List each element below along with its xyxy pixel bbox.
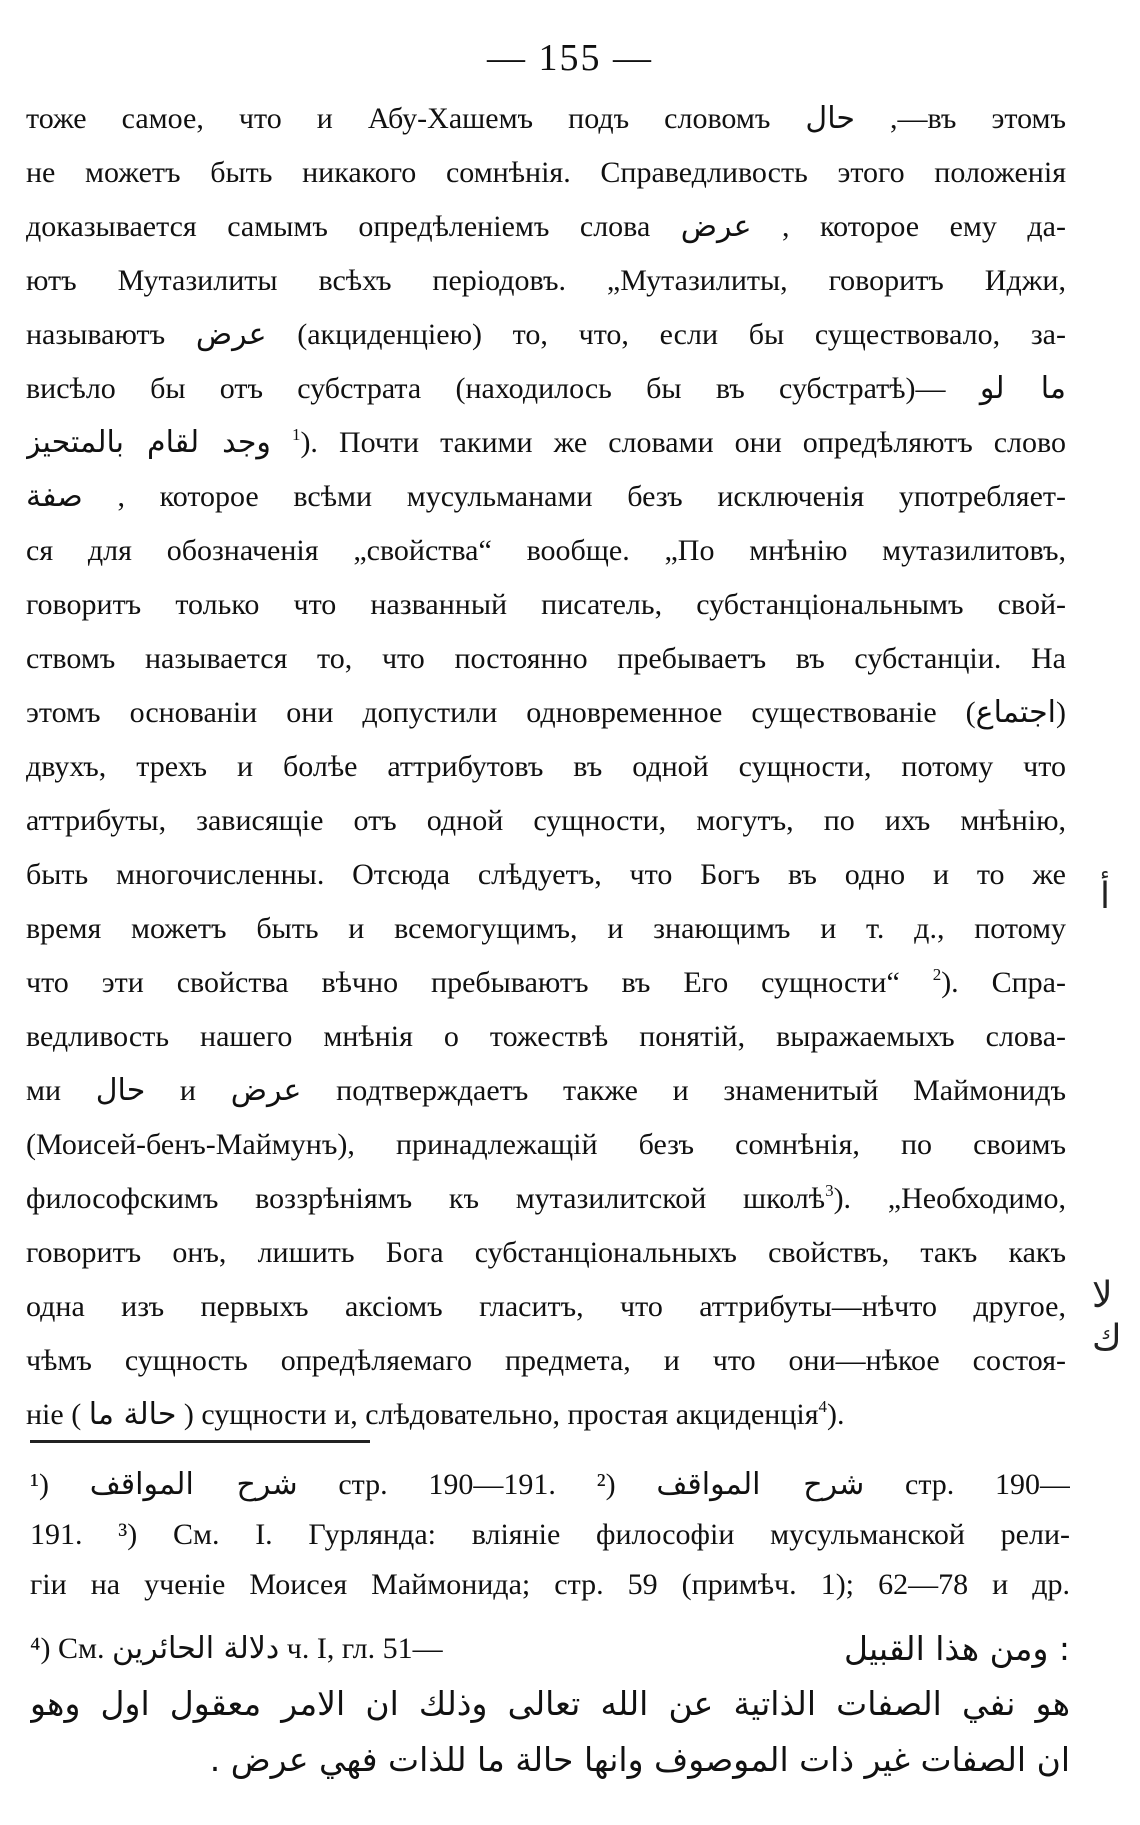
text-run: что эти свойства вѣчно пребываютъ въ Его сущности“ <box>26 966 933 999</box>
text-run: ми <box>26 1074 96 1107</box>
text-line <box>26 848 1066 902</box>
text-line <box>26 254 1066 308</box>
footnote-marker: 4 <box>818 1397 828 1416</box>
text-line <box>26 902 1066 956</box>
text-run: говоритъ только что названный писатель, субстанціональнымъ свой- <box>26 588 1066 621</box>
text-run: ). „Необходимо, <box>833 1182 1066 1215</box>
text-run: двухъ, трехъ и болѣе аттрибутовъ въ одной сущности, потому что <box>26 750 1066 783</box>
footnote-4-reference <box>30 1631 443 1666</box>
text-line <box>26 1118 1066 1172</box>
footnote-line: гіи на ученіе Моисея Маймонида; стр. 59 (примѣч. 1); 62—78 и др. <box>30 1568 1070 1601</box>
margin-note-3: ﻙ <box>1092 1318 1122 1359</box>
text-line <box>26 1226 1066 1280</box>
text-line <box>26 686 1066 740</box>
page-number: — 155 — <box>487 37 653 79</box>
footnote-marker: 1 <box>291 425 301 444</box>
handwritten-arabic-quote-start: : ومن هذا القبيل <box>843 1628 1070 1668</box>
text-run: ведливость нашего мнѣнія о тожествѣ понятій, выражаемыхъ слова- <box>26 1020 1066 1053</box>
text-line <box>26 1010 1066 1064</box>
text-run: не можетъ быть никакого сомнѣнія. Справедливость этого положенія <box>26 156 1066 189</box>
text-line <box>26 146 1066 200</box>
arabic-term: عرض <box>195 317 267 352</box>
text-run: ч. I, гл. 51— <box>279 1631 443 1665</box>
text-run: ніе ( <box>26 1398 89 1431</box>
text-run: быть многочисленны. Отсюда слѣдуетъ, что Богъ въ одно и то же <box>26 858 1066 891</box>
text-run: стр. 190— <box>864 1468 1070 1501</box>
text-run: философскимъ воззрѣніямъ къ мутазилитской школѣ <box>26 1182 826 1215</box>
arabic-term: شرح المواقف <box>89 1467 298 1502</box>
text-run: ). Почти такими же словами они опредѣляютъ слово <box>300 426 1066 459</box>
text-run: ¹) <box>30 1468 90 1501</box>
text-run: подтверждаетъ также и знаменитый Маймонидъ <box>301 1074 1066 1107</box>
footnote-line <box>30 1460 1070 1510</box>
text-run: , которое ему да- <box>751 210 1066 243</box>
footnote-rule <box>30 1440 370 1443</box>
text-line <box>26 1388 1066 1442</box>
arabic-term: شرح المواقف <box>656 1467 865 1502</box>
text-line <box>26 200 1066 254</box>
arabic-term: ما لو <box>979 371 1066 406</box>
text-run: время можетъ быть и всемогущимъ, и знающимъ и т. д., потому <box>26 912 1066 945</box>
text-line <box>26 740 1066 794</box>
text-run: аттрибуты, зависящіе отъ одной сущности, могутъ, по ихъ мнѣнію, <box>26 804 1066 837</box>
footnote-4-row <box>30 1620 1070 1676</box>
margin-note-1: ﺃ <box>1100 876 1111 917</box>
text-line <box>26 1334 1066 1388</box>
arabic-term: حالة ما <box>88 1397 177 1432</box>
text-run: висѣло бы отъ субстрата (находилось бы въ субстратѣ)— <box>26 372 980 405</box>
handwritten-arabic-line: ان الصفات غير ذات الموصوف وانها حالة ما للذات فهي عرض . <box>209 1740 1070 1779</box>
text-line <box>26 632 1066 686</box>
text-run: и <box>145 1074 231 1107</box>
text-line <box>26 1172 1066 1226</box>
footnotes <box>30 1460 1070 1788</box>
arabic-term: صفة <box>26 479 83 514</box>
text-run: ,—въ этомъ <box>854 102 1066 135</box>
text-run: (акциденціею) то, что, если бы существовало, за- <box>266 318 1066 351</box>
footnote-marker: 3 <box>825 1181 834 1200</box>
text-run: чѣмъ сущность опредѣляемаго предмета, и что они—нѣкое состоя- <box>26 1344 1066 1377</box>
text-run: ся для обозначенія „свойства“ вообще. „По мнѣнію мутазилитовъ, <box>26 534 1066 567</box>
text-line <box>26 524 1066 578</box>
text-line <box>26 956 1066 1010</box>
text-run: ) <box>1056 696 1066 729</box>
arabic-term: حال <box>805 101 855 136</box>
arabic-term: عرض <box>230 1073 302 1108</box>
text-line <box>26 1064 1066 1118</box>
text-line <box>26 470 1066 524</box>
text-run: ). Спра- <box>941 966 1066 999</box>
margin-note-2: ﻻ <box>1092 1275 1113 1316</box>
text-run: тоже самое, что и Абу-Хашемъ подъ словомъ <box>26 102 806 135</box>
main-text <box>26 92 1066 1442</box>
text-line <box>26 416 1066 470</box>
footnote-marker: 2 <box>932 965 942 984</box>
text-line <box>26 308 1066 362</box>
text-line <box>26 578 1066 632</box>
text-line <box>26 92 1066 146</box>
handwritten-arabic-line: هو نفي الصفات الذاتية عن الله تعالى وذلك ان الامر معقول اول وهو <box>30 1684 1070 1723</box>
text-run: , которое всѣми мусульманами безъ исключенія употребляет- <box>82 480 1066 513</box>
arabic-term: حال <box>95 1073 146 1108</box>
text-run: этомъ основаніи они допустили одновременное существованіе ( <box>26 696 976 729</box>
text-run: ютъ Мутазилиты всѣхъ періодовъ. „Мутазилиты, говоритъ Иджи, <box>26 264 1066 297</box>
text-line <box>26 362 1066 416</box>
text-run: ) сущности и, слѣдовательно, простая акциденція <box>176 1398 819 1431</box>
text-run: называютъ <box>26 318 196 351</box>
text-line <box>26 794 1066 848</box>
text-run: доказывается самымъ опредѣленіемъ слова <box>26 210 681 243</box>
arabic-term: دلالة الحائرين <box>111 1630 280 1666</box>
text-run: (Моисей-бенъ-Маймунъ), принадлежащій безъ сомнѣнія, по своимъ <box>26 1128 1066 1161</box>
text-run: стр. 190—191. ²) <box>297 1468 657 1501</box>
arabic-term: عرض <box>680 209 752 244</box>
text-run: ). <box>827 1398 845 1431</box>
arabic-term: اجتماع <box>975 695 1056 730</box>
arabic-term: وجد لقام بالمتحيز <box>26 425 271 460</box>
text-run: говоритъ онъ, лишить Бога субстанціональныхъ свойствъ, такъ какъ <box>26 1236 1066 1269</box>
text-run: ствомъ называется то, что постоянно пребываетъ въ субстанціи. На <box>26 642 1066 675</box>
footnote-line: 191. ³) См. I. Гурлянда: вліяніе философіи мусульманской рели- <box>30 1518 1070 1551</box>
text-line <box>26 1280 1066 1334</box>
text-run: ⁴) См. <box>30 1631 112 1665</box>
text-run <box>271 426 292 459</box>
text-run: одна изъ первыхъ аксіомъ гласитъ, что аттрибуты—нѣчто другое, <box>26 1290 1066 1323</box>
